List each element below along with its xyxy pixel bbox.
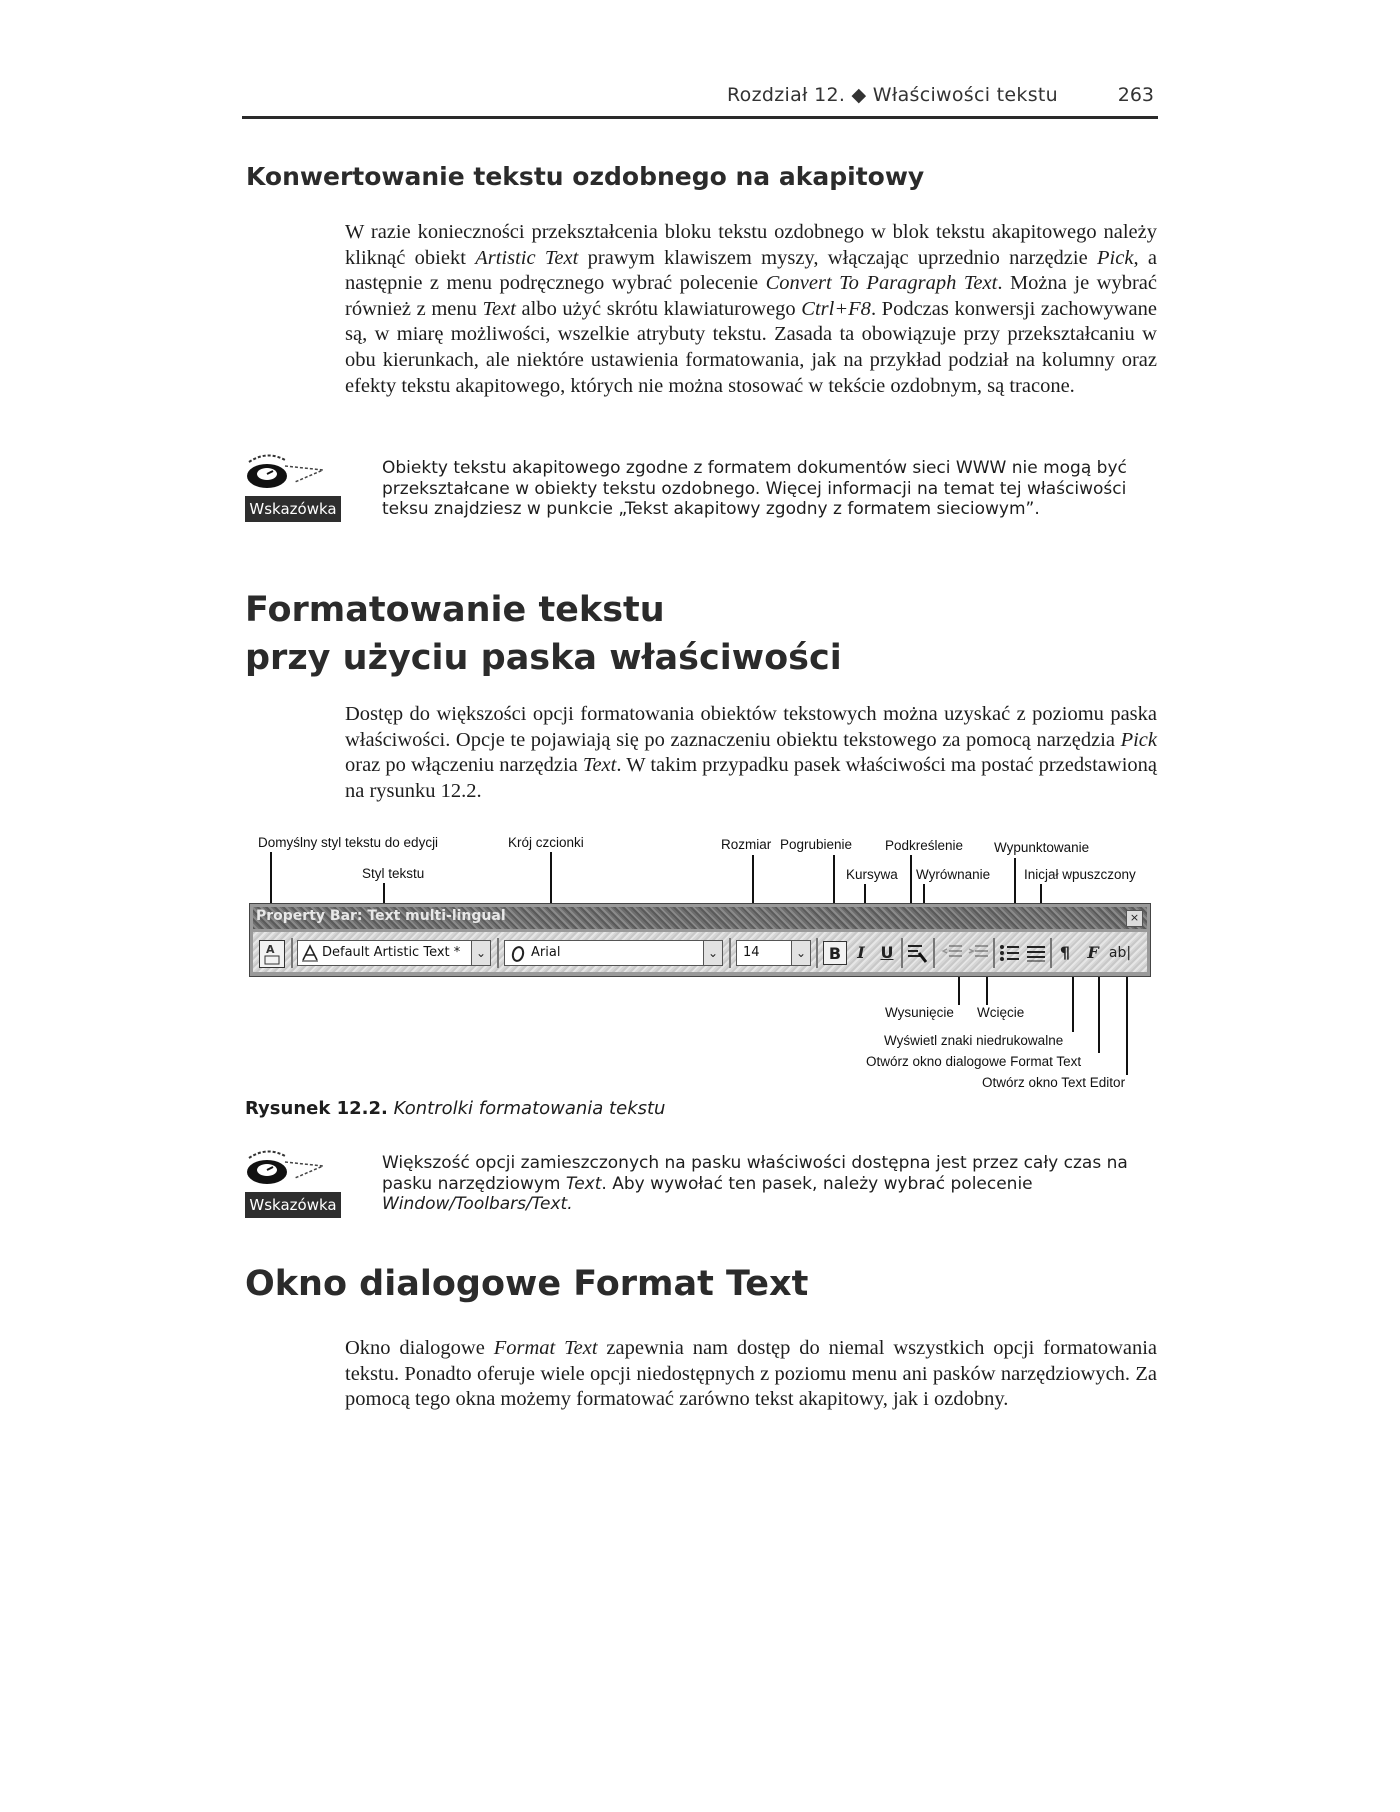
text-style-value: Default Artistic Text * <box>322 945 461 960</box>
artistic-text-icon <box>301 944 319 962</box>
separator <box>816 938 818 968</box>
font-size-value: 14 <box>743 945 760 960</box>
show-nonprinting-button[interactable]: ¶ <box>1059 943 1071 962</box>
separator <box>901 938 903 968</box>
callout-italic: Kursywa <box>846 867 898 882</box>
callout-align: Wyrównanie <box>916 867 991 882</box>
callout-nonprinting: Wyświetl znaki niedrukowalne <box>884 1033 1064 1048</box>
text-run: Okno dialogowe <box>345 1337 485 1359</box>
callout-font: Krój czcionki <box>508 835 584 850</box>
paragraph-convert <box>345 220 1157 399</box>
caption-text: Kontrolki formatowania tekstu <box>393 1098 666 1119</box>
hint-text-www: Obiekty tekstu akapitowego zgodne z formatem dokumentów sieci WWW nie mogą być przekształcane w obiekty tekstu ozdobnego. Więcej informacji na temat tej właściwości teksu znajdziesz w punkcie „Tekst akapitowy zgodny z formatem sieciowym”. <box>382 458 1127 519</box>
heading-line: przy użyciu paska właściwości <box>245 638 842 678</box>
text-run: Większość opcji zamieszczonych na pasku właściwości dostępna jest przez cały czas na pasku narzędziowym <box>382 1153 1128 1194</box>
text-run-italic: Ctrl+F8 <box>801 297 871 320</box>
text-run: Dostęp do większości opcji formatowania obiektów tekstowych można uzyskać z poziomu paska właściwości. Opcje te pojawiają się po zaznaczeniu obiektu tekstowego za pomocą narzędzia <box>345 703 1157 751</box>
property-bar-screenshot <box>249 903 1151 977</box>
leader-line <box>1126 977 1128 1075</box>
text-run: W razie konieczności przekształcenia bloku tekstu ozdobnego w blok tekstu akapitowego należy kliknąć obiekt <box>345 221 1157 269</box>
text-run: . Można je wybrać również z menu <box>345 272 1157 320</box>
text-run: . W takim przypadku pasek właściwości ma postać przedstawioną na rysunku 12.2. <box>345 754 1158 802</box>
text-run: albo użyć skrótu klawiaturowego <box>521 297 796 320</box>
text-run-italic: Window/Toolbars/Text. <box>382 1194 573 1214</box>
font-size-select[interactable] <box>736 940 792 966</box>
opentype-font-icon <box>509 945 527 963</box>
chevron-down-icon[interactable]: ⌄ <box>471 940 491 966</box>
separator <box>729 938 731 968</box>
text-run-italic: Pick <box>1097 246 1134 269</box>
font-select[interactable] <box>504 940 704 966</box>
running-head <box>242 80 1158 119</box>
bullets-button[interactable] <box>998 941 1022 965</box>
callout-dropcap: Inicjał wpuszczony <box>1024 867 1136 882</box>
edit-default-style-button[interactable] <box>259 940 285 968</box>
chevron-down-icon[interactable]: ⌄ <box>791 940 811 966</box>
section-heading-format-text: Okno dialogowe Format Text <box>245 1264 809 1304</box>
page-number: 263 <box>1117 84 1154 106</box>
callout-outdent: Wysunięcie <box>885 1005 954 1020</box>
outdent-icon <box>941 941 965 965</box>
callout-default-style: Domyślny styl tekstu do edycji <box>258 835 439 850</box>
text-run: zapewnia nam dostęp do niemal wszystkich opcji formatowania tekstu. Ponadto oferuje wiele opcji niedostępnych z poziomu menu ani pasków narzędziowych. Za pomocą tego okna możemy formatować zarówno tekst akapitowy, jak i ozdobny. <box>345 1337 1158 1411</box>
bold-button[interactable]: B <box>823 941 847 965</box>
paragraph-format-text <box>345 1336 1157 1413</box>
leader-line <box>1098 977 1100 1053</box>
text-run: oraz po włączeniu narzędzia <box>345 754 578 777</box>
callout-format-text: Otwórz okno dialogowe Format Text <box>866 1054 1082 1069</box>
text-run-italic: Artistic Text <box>475 246 579 269</box>
indent-button[interactable] <box>967 941 991 965</box>
separator <box>497 938 499 968</box>
align-icon <box>905 941 929 965</box>
callout-underline: Podkreślenie <box>885 838 964 853</box>
separator <box>933 938 935 968</box>
property-bar-controls <box>253 932 1147 972</box>
heading-line: Formatowanie tekstu <box>245 590 665 630</box>
text-run-italic: Convert To Paragraph Text <box>765 272 998 295</box>
text-run: prawym klawiszem myszy, włączając uprzednio narzędzie <box>587 246 1088 269</box>
caption-label: Rysunek 12.2. <box>245 1098 388 1119</box>
text-style-icon <box>260 941 284 967</box>
figure-caption <box>245 1098 665 1119</box>
text-run-italic: Pick <box>1120 728 1157 751</box>
clock-hint-icon <box>245 452 341 498</box>
callout-size: Rozmiar <box>721 837 772 852</box>
callout-indent: Wcięcie <box>977 1005 1025 1020</box>
format-text-button[interactable]: F <box>1087 943 1099 962</box>
drop-cap-button[interactable] <box>1024 941 1048 965</box>
text-run-italic: Text <box>482 297 516 320</box>
close-icon[interactable]: × <box>1126 910 1143 927</box>
separator <box>1050 938 1052 968</box>
callout-text-style: Styl tekstu <box>362 866 425 881</box>
callout-text-editor: Otwórz okno Text Editor <box>982 1075 1126 1090</box>
section-heading-convert: Konwertowanie tekstu ozdobnego na akapitowy <box>246 162 925 191</box>
text-run-italic: Text <box>582 754 617 777</box>
svg-text:A: A <box>266 943 275 956</box>
italic-button[interactable]: I <box>857 943 865 962</box>
property-bar-title: Property Bar: Text multi-lingual <box>256 908 506 924</box>
text-editor-button[interactable]: ab| <box>1108 945 1132 961</box>
text-run: . Podczas konwersji zachowywane są, w miarę możliwości, wszelkie atrybuty tekstu. Zasada ta obowiązuje przy przekształcaniu w obu kierunkach, ale niektóre ustawienia formatowania, jak na przykład podział na kolumny oraz efekty tekstu akapitowego, których nie można stosować w tekście ozdobnym, są tracone. <box>345 297 1158 397</box>
section-heading-property-bar <box>245 586 842 682</box>
text-run: . Aby wywołać ten pasek, należy wybrać polecenie <box>601 1173 1033 1194</box>
callout-bullets: Wypunktowanie <box>994 840 1090 855</box>
chevron-down-icon[interactable]: ⌄ <box>703 940 723 966</box>
alignment-button[interactable] <box>905 941 929 965</box>
hint-badge <box>245 1148 341 1224</box>
leader-line <box>958 977 960 1005</box>
hint-label: Wskazówka <box>245 496 341 522</box>
running-title: Rozdział 12. ◆ Właściwości tekstu <box>727 84 1058 106</box>
callout-bold: Pogrubienie <box>780 837 853 852</box>
hint-text-toolbar <box>382 1153 1152 1215</box>
indent-icon <box>967 941 991 965</box>
outdent-button[interactable] <box>941 941 965 965</box>
leader-line <box>986 977 988 1005</box>
text-run: , a następnie z menu podręcznego wybrać polecenie <box>345 246 1157 295</box>
text-run-italic: Format Text <box>493 1337 598 1359</box>
font-value: Arial <box>531 945 561 960</box>
hint-label: Wskazówka <box>245 1192 341 1218</box>
leader-line <box>1072 977 1074 1032</box>
underline-button[interactable]: U <box>880 943 894 962</box>
paragraph-property-bar <box>345 702 1157 804</box>
bullet-list-icon <box>998 941 1022 965</box>
text-run-italic: Text <box>565 1173 602 1194</box>
hint-badge <box>245 452 341 528</box>
text-style-select[interactable] <box>297 940 472 966</box>
clock-hint-icon <box>245 1148 341 1194</box>
property-bar-titlebar <box>253 907 1147 929</box>
separator <box>993 938 995 968</box>
separator <box>291 938 293 968</box>
drop-cap-icon <box>1024 941 1048 965</box>
